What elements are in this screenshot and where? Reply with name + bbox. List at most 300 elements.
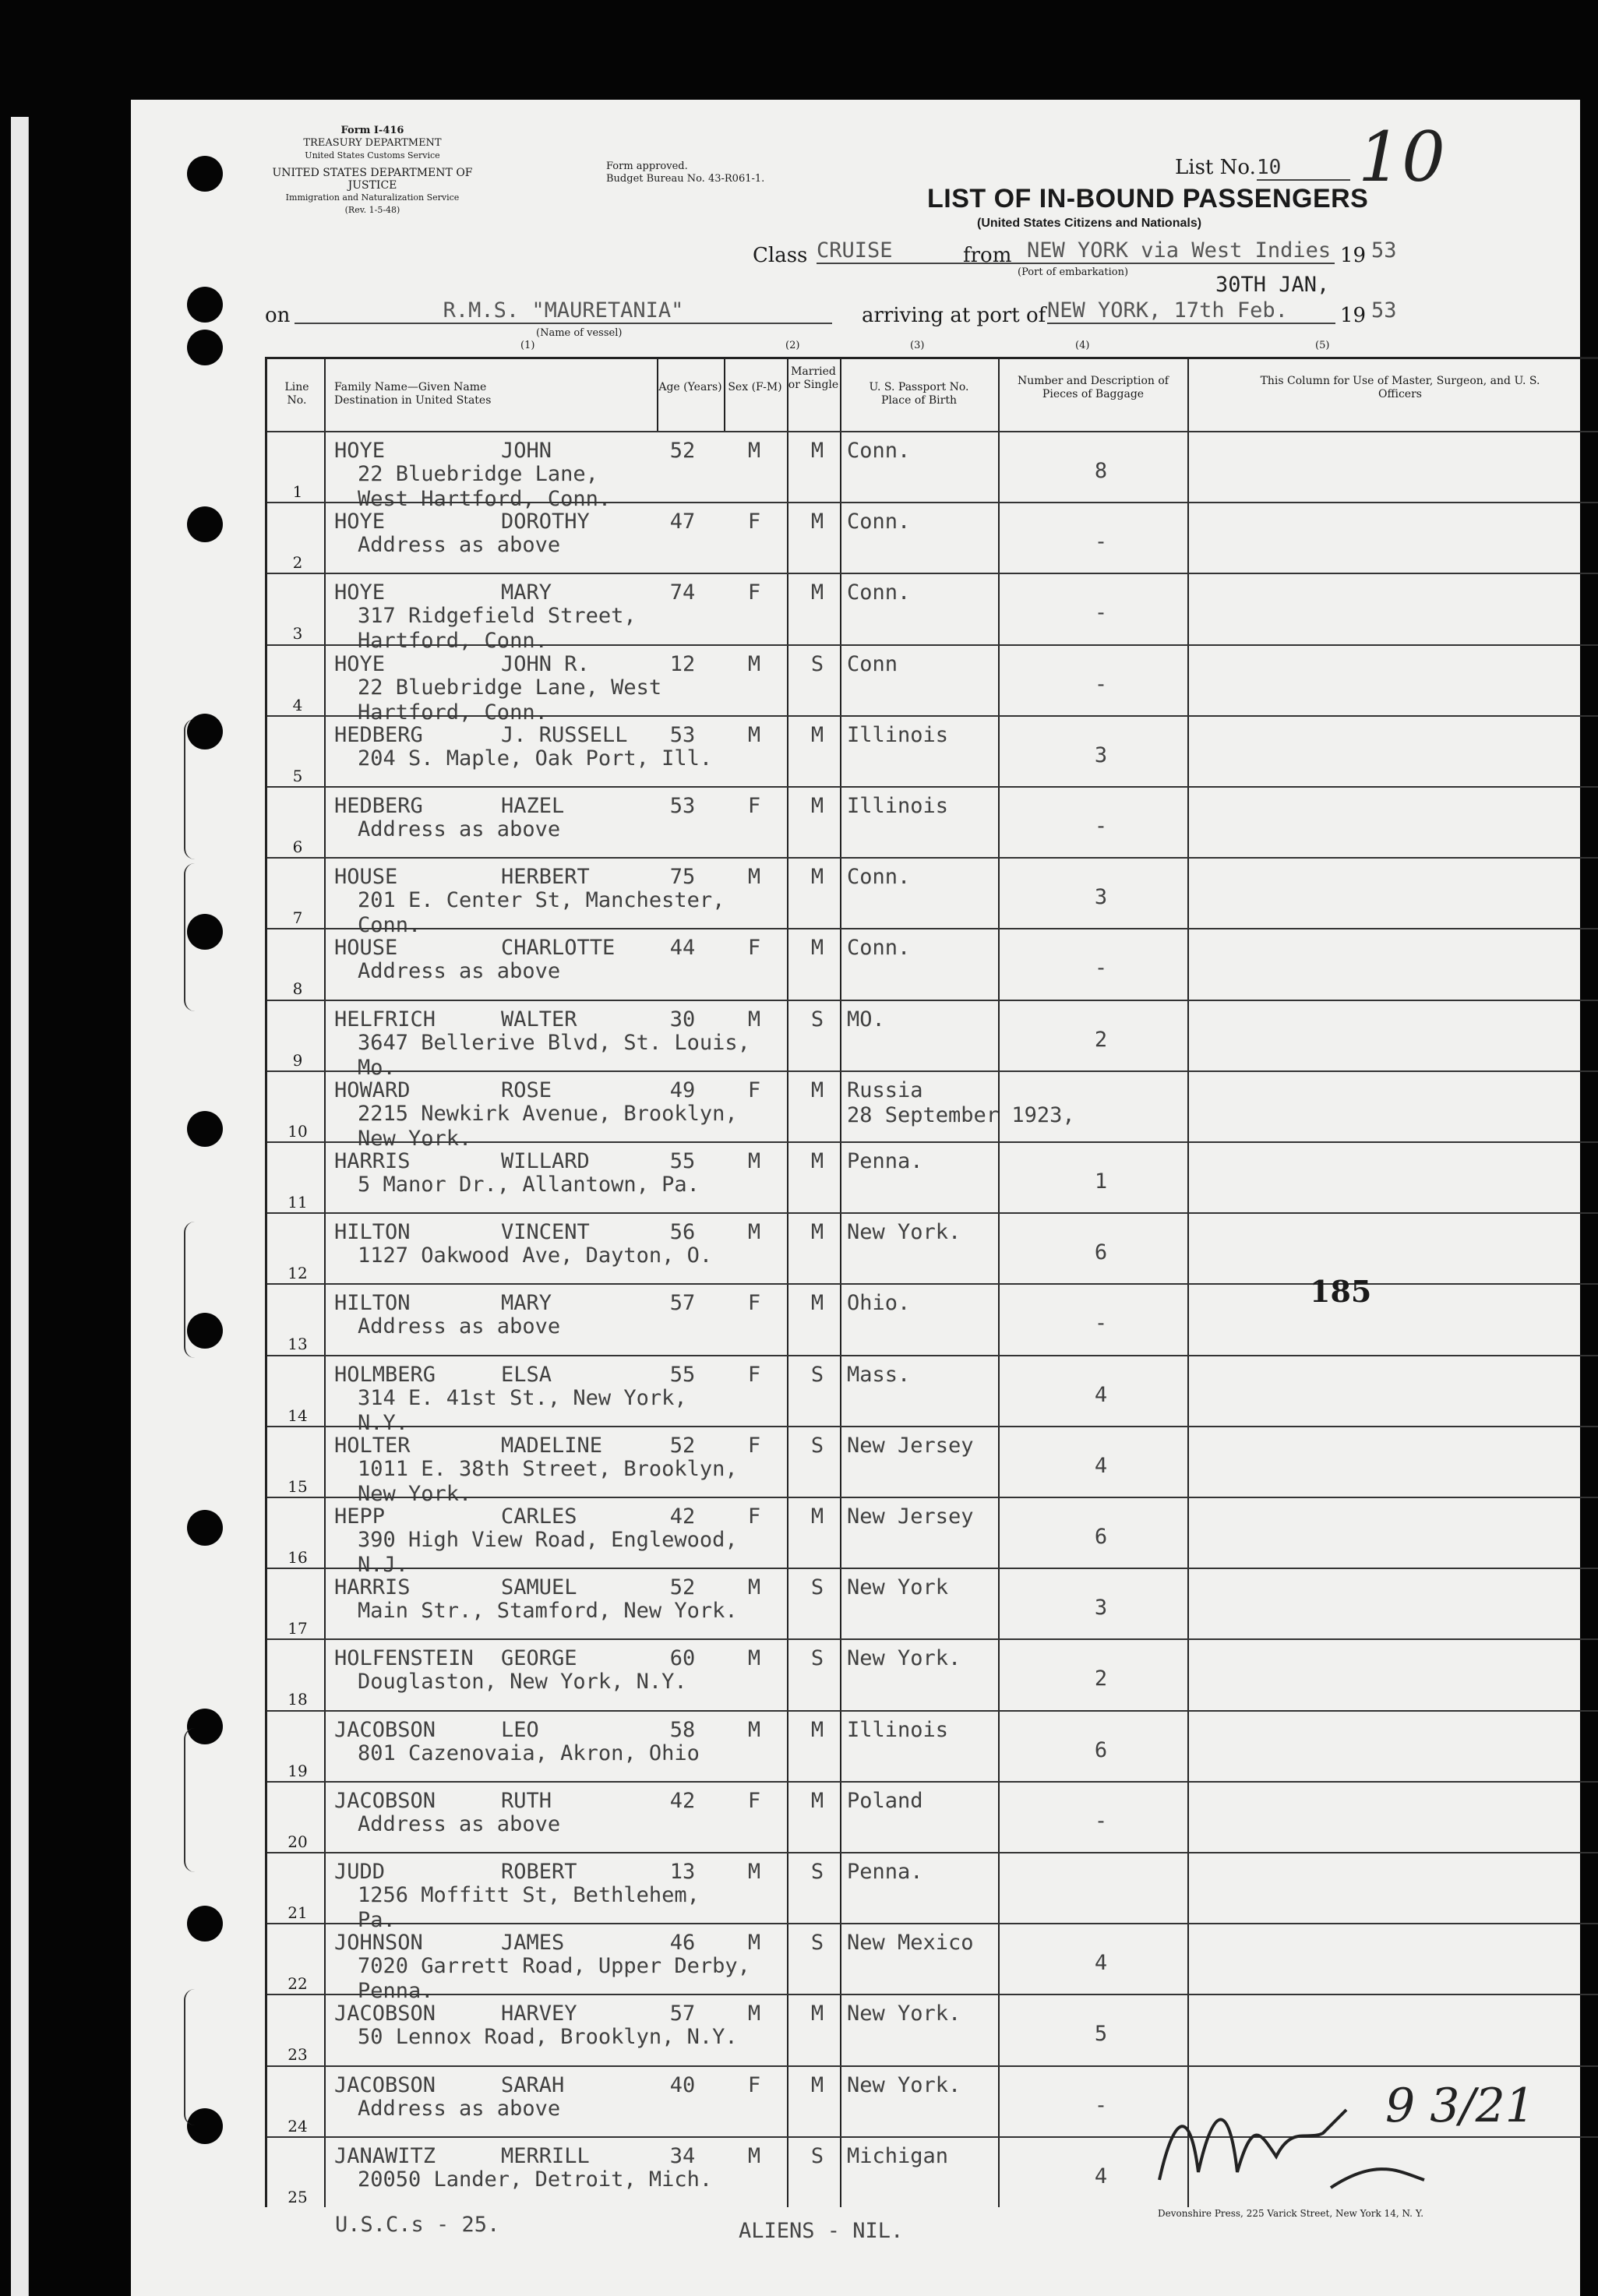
family-name: HOLMBERG: [334, 1362, 436, 1387]
marital-status: S: [810, 2143, 824, 2168]
age-value: 52: [669, 1575, 696, 1600]
destination-address: 314 E. 41st St., New York, N.Y.: [358, 1385, 687, 1435]
form-id: Form I-416: [340, 125, 404, 136]
line-number: 15: [287, 1476, 308, 1496]
col-divider: [657, 359, 658, 431]
family-bracket: [184, 1989, 199, 2125]
line-number: 21: [287, 1903, 308, 1922]
baggage-count: 2: [1094, 1666, 1108, 1691]
binder-hole: [187, 287, 223, 323]
line-number: 6: [292, 838, 303, 856]
age-value: 52: [669, 1433, 696, 1458]
table-row: [267, 1710, 1598, 1784]
family-bracket: [184, 863, 199, 1011]
given-name: HARVEY: [501, 2002, 577, 2026]
given-name: ROBERT: [501, 1860, 577, 1884]
baggage-count: 8: [1094, 459, 1108, 483]
place-of-birth: Illinois: [847, 794, 949, 818]
age-value: 42: [669, 1504, 696, 1529]
col-header-officers: This Column for Use of Master, Surgeon, and U. S. Officers: [1260, 375, 1540, 400]
marital-status: S: [810, 1362, 824, 1387]
place-of-birth: Conn.: [847, 510, 911, 534]
destination-address: Address as above: [358, 959, 561, 984]
line-number: 4: [292, 695, 303, 714]
line-number: 20: [287, 1832, 308, 1851]
destination-address: 801 Cazenovaia, Akron, Ohio: [358, 1741, 700, 1765]
baggage-count: 3: [1094, 742, 1108, 767]
customs-service: United States Customs Service: [305, 150, 440, 160]
depart-date: 30TH JAN,: [1215, 273, 1330, 297]
footer-aliens: ALIENS - NIL.: [739, 2219, 904, 2243]
age-value: 13: [669, 1860, 696, 1884]
marital-status: M: [810, 794, 824, 818]
line-number: 12: [287, 1264, 308, 1283]
sex-value: M: [747, 439, 761, 463]
revision: (Rev. 1-5-48): [344, 205, 400, 215]
place-of-birth: New York: [847, 1575, 949, 1600]
sex-value: F: [747, 580, 761, 605]
line-number: 22: [287, 1974, 308, 1994]
table-row: [267, 573, 1598, 654]
given-name: RUTH: [501, 1788, 552, 1813]
sex-value: F: [747, 510, 761, 534]
place-of-birth: Conn.: [847, 865, 911, 890]
age-value: 52: [669, 439, 696, 463]
line-number: 2: [292, 553, 303, 573]
line-number: 11: [287, 1193, 308, 1211]
given-name: JAMES: [501, 1931, 565, 1956]
given-name: J. RUSSELL: [501, 722, 628, 747]
destination-address: Address as above: [358, 533, 561, 558]
given-name: MARY: [501, 580, 552, 605]
marital-status: M: [810, 1717, 824, 1742]
marital-status: M: [810, 1149, 824, 1173]
ins-service: Immigration and Naturalization Service: [285, 192, 460, 203]
binder-hole: [187, 330, 223, 365]
age-value: 57: [669, 2002, 696, 2026]
given-name: HERBERT: [501, 865, 590, 890]
manifest-subtitle: (United States Citizens and Nationals): [977, 217, 1202, 230]
year1-suffix: 53: [1371, 238, 1397, 263]
age-value: 12: [669, 651, 696, 676]
col-number-5: (5): [1315, 340, 1330, 351]
destination-address: 390 High View Road, Englewood, N.J.: [358, 1528, 738, 1577]
destination-address: 201 E. Center St, Manchester, Conn.: [358, 888, 725, 938]
table-row: [267, 1923, 1598, 2004]
age-value: 57: [669, 1291, 696, 1316]
line-number: 10: [287, 1121, 308, 1141]
table-row: [267, 857, 1598, 938]
baggage-count: -: [1094, 672, 1108, 697]
age-value: 34: [669, 2143, 696, 2168]
place-of-birth: New York.: [847, 1220, 961, 1245]
sex-value: M: [747, 2143, 761, 2168]
marital-status: S: [810, 1575, 824, 1600]
manifest-title: LIST OF IN-BOUND PASSENGERS: [927, 184, 1369, 213]
place-of-birth: New York.: [847, 1646, 961, 1671]
place-of-birth: Poland: [847, 1788, 923, 1813]
passenger-table: [265, 357, 1598, 2207]
age-value: 44: [669, 936, 696, 961]
place-of-birth: New Mexico: [847, 1931, 974, 1956]
sex-value: F: [747, 1433, 761, 1458]
table-row: [267, 786, 1598, 860]
vessel-caption: (Name of vessel): [536, 327, 623, 339]
given-name: WILLARD: [501, 1149, 590, 1173]
line-number: 17: [287, 1619, 308, 1638]
baggage-count: -: [1094, 956, 1108, 981]
baggage-count: 2: [1094, 1027, 1108, 1052]
vessel-name: R.M.S. "MAURETANIA": [295, 298, 832, 324]
col-divider: [724, 359, 725, 431]
col-number-2: (2): [785, 340, 800, 351]
marital-status: M: [810, 1077, 824, 1102]
table-row: [267, 1212, 1598, 1286]
given-name: JOHN R.: [501, 651, 590, 676]
from-label: from: [963, 244, 1012, 267]
table-row: [267, 1141, 1598, 1215]
col-header-name: Family Name—Given Name Destination in United States: [334, 381, 492, 407]
passenger-manifest-page: [131, 100, 1580, 2296]
age-value: 53: [669, 722, 696, 747]
place-of-birth: Conn.: [847, 439, 911, 463]
marital-status: M: [810, 1220, 824, 1245]
given-name: SARAH: [501, 2072, 565, 2097]
destination-address: 317 Ridgefield Street, Hartford, Conn.: [358, 604, 637, 654]
place-of-birth: Illinois: [847, 1717, 949, 1742]
place-of-birth: New York.: [847, 2072, 961, 2097]
place-of-birth: Ohio.: [847, 1291, 911, 1316]
baggage-count: 6: [1094, 1737, 1108, 1762]
line-number: 7: [292, 908, 303, 928]
place-of-birth: Illinois: [847, 722, 949, 747]
col-header-passport: U. S. Passport No. Place of Birth: [869, 381, 969, 407]
place-of-birth: Russia 28 September 1923,: [847, 1077, 1075, 1127]
baggage-count: -: [1094, 814, 1108, 838]
justice-dept: UNITED STATES DEPARTMENT OF JUSTICE: [272, 167, 473, 192]
col-header-sex: Sex (F-M): [728, 381, 782, 393]
destination-address: Address as above: [358, 1314, 561, 1339]
marital-status: S: [810, 651, 824, 676]
destination-address: 1256 Moffitt St, Bethlehem, Pa.: [358, 1883, 700, 1932]
line-number: 9: [292, 1050, 303, 1070]
sex-value: F: [747, 1362, 761, 1387]
marital-status: M: [810, 2072, 824, 2097]
year2-suffix: 53: [1371, 298, 1397, 323]
destination-address: 22 Bluebridge Lane, West Hartford, Conn.: [358, 675, 662, 725]
place-of-birth: Mass.: [847, 1362, 911, 1387]
destination-address: Address as above: [358, 1811, 561, 1836]
family-name: JACOBSON: [334, 1717, 436, 1742]
line-number: 3: [292, 624, 303, 644]
age-value: 58: [669, 1717, 696, 1742]
age-value: 74: [669, 580, 696, 605]
family-name: HOYE: [334, 510, 386, 534]
sex-value: M: [747, 1149, 761, 1173]
sex-value: M: [747, 1931, 761, 1956]
marital-status: S: [810, 1860, 824, 1884]
baggage-count: 3: [1094, 1596, 1108, 1621]
sex-value: F: [747, 1077, 761, 1102]
family-name: HOLFENSTEIN: [334, 1646, 474, 1671]
sex-value: M: [747, 1646, 761, 1671]
col-number-4: (4): [1075, 340, 1090, 351]
given-name: JOHN: [501, 439, 552, 463]
family-name: HOWARD: [334, 1077, 411, 1102]
sex-value: M: [747, 865, 761, 890]
place-of-birth: Penna.: [847, 1149, 923, 1173]
given-name: MADELINE: [501, 1433, 603, 1458]
col-header-married: Married or Single: [788, 365, 839, 391]
footer-printer: Devonshire Press, 225 Varick Street, New York 14, N. Y.: [1158, 2208, 1424, 2219]
line-number: 14: [287, 1405, 308, 1425]
given-name: CHARLOTTE: [501, 936, 616, 961]
left-binder-strip: [11, 117, 29, 2296]
given-name: CARLES: [501, 1504, 577, 1529]
marital-status: S: [810, 1931, 824, 1956]
table-row: [267, 1638, 1598, 1712]
sex-value: M: [747, 1860, 761, 1884]
year1-prefix: 19: [1340, 244, 1367, 267]
sex-value: F: [747, 1291, 761, 1316]
marital-status: M: [810, 936, 824, 961]
destination-address: Address as above: [358, 2096, 561, 2121]
col-header-line: Line No.: [284, 381, 309, 407]
destination-address: 2215 Newkirk Avenue, Brooklyn, New York.: [358, 1101, 738, 1151]
from-value: NEW YORK via West Indies: [1027, 238, 1335, 264]
marital-status: M: [810, 722, 824, 747]
baggage-count: -: [1094, 2093, 1108, 2118]
age-value: 49: [669, 1077, 696, 1102]
baggage-count: 6: [1094, 1240, 1108, 1265]
table-row: [267, 1497, 1598, 1577]
col-number-3: (3): [910, 340, 925, 351]
given-name: ELSA: [501, 1362, 552, 1387]
family-name: HOYE: [334, 651, 386, 676]
baggage-count: -: [1094, 530, 1108, 555]
table-row: [267, 1355, 1598, 1435]
col-number-1: (1): [520, 340, 535, 351]
footer-uscs: U.S.C.s - 25.: [335, 2213, 500, 2237]
age-value: 56: [669, 1220, 696, 1245]
year2-prefix: 19: [1340, 304, 1367, 327]
list-no-label: List No.: [1175, 156, 1256, 179]
given-name: DOROTHY: [501, 510, 590, 534]
handwritten-corner-note: 9 3/21: [1385, 2079, 1535, 2133]
baggage-count: 4: [1094, 2164, 1108, 2188]
given-name: VINCENT: [501, 1220, 590, 1245]
destination-address: 1011 E. 38th Street, Brooklyn, New York.: [358, 1456, 738, 1506]
table-row: [267, 928, 1598, 1002]
destination-address: Address as above: [358, 817, 561, 841]
marital-status: M: [810, 2002, 824, 2026]
baggage-count: 4: [1094, 1951, 1108, 1976]
binder-hole: [187, 1510, 223, 1546]
age-value: 46: [669, 1931, 696, 1956]
family-name: HARRIS: [334, 1575, 411, 1600]
binder-hole: [187, 506, 223, 542]
given-name: WALTER: [501, 1007, 577, 1032]
destination-address: 20050 Lander, Detroit, Mich.: [358, 2167, 713, 2192]
place-of-birth: New Jersey: [847, 1504, 974, 1529]
place-of-birth: New Jersey: [847, 1433, 974, 1458]
treasury-dept: TREASURY DEPARTMENT: [303, 137, 442, 149]
given-name: HAZEL: [501, 794, 565, 818]
place-of-birth: New York.: [847, 2002, 961, 2026]
line-number: 24: [287, 2116, 308, 2136]
col-header-baggage: Number and Description of Pieces of Baggage: [1018, 375, 1169, 400]
table-row: [267, 1000, 1598, 1080]
baggage-count: 3: [1094, 885, 1108, 910]
sex-value: M: [747, 2002, 761, 2026]
given-name: MERRILL: [501, 2143, 590, 2168]
table-row: [267, 1994, 1598, 2068]
line-number: 25: [287, 2187, 308, 2206]
family-name: JUDD: [334, 1860, 386, 1884]
embark-caption: (Port of embarkation): [1018, 266, 1129, 278]
family-name: HOYE: [334, 580, 386, 605]
family-name: HARRIS: [334, 1149, 411, 1173]
col-header-age: Age (Years): [658, 381, 722, 393]
baggage-count: -: [1094, 601, 1108, 626]
destination-address: 1127 Oakwood Ave, Dayton, O.: [358, 1243, 713, 1268]
age-value: 53: [669, 794, 696, 818]
sex-value: F: [747, 794, 761, 818]
budget-text: Budget Bureau No. 43-R061-1.: [606, 173, 765, 185]
marital-status: M: [810, 510, 824, 534]
age-value: 75: [669, 865, 696, 890]
list-no-value: 10: [1257, 156, 1350, 181]
table-row: [267, 431, 1598, 511]
family-name: HEDBERG: [334, 722, 423, 747]
handwritten-list-number: 10: [1358, 117, 1445, 197]
family-name: HOUSE: [334, 865, 398, 890]
binder-hole: [187, 1906, 223, 1942]
place-of-birth: Conn.: [847, 580, 911, 605]
baggage-count: 1: [1094, 1169, 1108, 1194]
line-number: 13: [287, 1335, 308, 1354]
destination-address: 5 Manor Dr., Allantown, Pa.: [358, 1173, 700, 1197]
marital-status: M: [810, 865, 824, 890]
approval-block: [606, 160, 764, 185]
family-name: JOHNSON: [334, 1931, 423, 1956]
age-value: 30: [669, 1007, 696, 1032]
baggage-count: 6: [1094, 1525, 1108, 1549]
class-label: Class: [753, 244, 808, 267]
table-row: [267, 715, 1598, 789]
marital-status: S: [810, 1433, 824, 1458]
family-name: JACOBSON: [334, 2072, 436, 2097]
marital-status: M: [810, 1504, 824, 1529]
table-row: [267, 1568, 1598, 1642]
family-name: HILTON: [334, 1220, 411, 1245]
family-name: JACOBSON: [334, 2002, 436, 2026]
line-number: 19: [287, 1761, 308, 1780]
place-of-birth: Penna.: [847, 1860, 923, 1884]
sex-value: M: [747, 651, 761, 676]
destination-address: 22 Bluebridge Lane, West Hartford, Conn.: [358, 462, 612, 511]
baggage-count: 4: [1094, 1382, 1108, 1407]
table-row: [267, 1852, 1598, 1932]
family-name: HEPP: [334, 1504, 386, 1529]
sex-value: M: [747, 1575, 761, 1600]
approval-text: Form approved.: [606, 160, 688, 172]
sex-value: F: [747, 2072, 761, 2097]
line-number: 5: [292, 766, 303, 785]
given-name: GEORGE: [501, 1646, 577, 1671]
baggage-count: -: [1094, 1311, 1108, 1336]
binder-hole: [187, 1111, 223, 1147]
baggage-count: -: [1094, 1808, 1108, 1833]
given-name: MARY: [501, 1291, 552, 1316]
destination-address: 204 S. Maple, Oak Port, Ill.: [358, 746, 713, 771]
place-of-birth: Michigan: [847, 2143, 949, 2168]
age-value: 42: [669, 1788, 696, 1813]
age-value: 47: [669, 510, 696, 534]
destination-address: Main Str., Stamford, New York.: [358, 1599, 738, 1624]
family-bracket: [184, 1222, 199, 1358]
form-id-block: [256, 125, 489, 217]
baggage-count: 4: [1094, 1453, 1108, 1478]
arriving-label: arriving at port of: [862, 304, 1046, 327]
line-number: 1: [292, 482, 303, 501]
given-name: LEO: [501, 1717, 539, 1742]
table-row: [267, 1070, 1598, 1151]
marital-status: M: [810, 1788, 824, 1813]
class-value: CRUISE: [817, 238, 1044, 264]
given-name: ROSE: [501, 1077, 552, 1102]
arrival-port: NEW YORK, 17th Feb.: [1047, 298, 1335, 324]
marital-status: M: [810, 1291, 824, 1316]
destination-address: Douglaston, New York, N.Y.: [358, 1670, 687, 1695]
sex-value: F: [747, 1504, 761, 1529]
family-name: HOYE: [334, 439, 386, 463]
line-number: 8: [292, 979, 303, 999]
on-label: on: [265, 304, 291, 327]
given-name: SAMUEL: [501, 1575, 577, 1600]
sex-value: F: [747, 1788, 761, 1813]
table-row: [267, 502, 1598, 576]
sex-value: M: [747, 1007, 761, 1032]
table-row: [267, 1781, 1598, 1855]
family-name: HEDBERG: [334, 794, 423, 818]
table-row: [267, 1283, 1598, 1357]
family-bracket: [184, 1728, 199, 1872]
age-value: 55: [669, 1362, 696, 1387]
age-value: 55: [669, 1149, 696, 1173]
sex-value: M: [747, 1220, 761, 1245]
age-value: 40: [669, 2072, 696, 2097]
marital-status: S: [810, 1007, 824, 1032]
family-name: JANAWITZ: [334, 2143, 436, 2168]
place-of-birth: MO.: [847, 1007, 885, 1032]
family-bracket: [184, 719, 199, 859]
destination-address: 7020 Garrett Road, Upper Derby, Penna.: [358, 1954, 750, 2004]
marital-status: M: [810, 580, 824, 605]
line-number: 18: [287, 1690, 308, 1709]
place-of-birth: Conn.: [847, 936, 911, 961]
place-of-birth: Conn: [847, 651, 898, 676]
age-value: 60: [669, 1646, 696, 1671]
family-name: JACOBSON: [334, 1788, 436, 1813]
baggage-count: 5: [1094, 2022, 1108, 2047]
binder-hole: [187, 156, 223, 192]
officer-stamp-number: 185: [1310, 1274, 1372, 1309]
family-name: HOUSE: [334, 936, 398, 961]
table-row: [267, 644, 1598, 725]
family-name: HELFRICH: [334, 1007, 436, 1032]
sex-value: F: [747, 936, 761, 961]
